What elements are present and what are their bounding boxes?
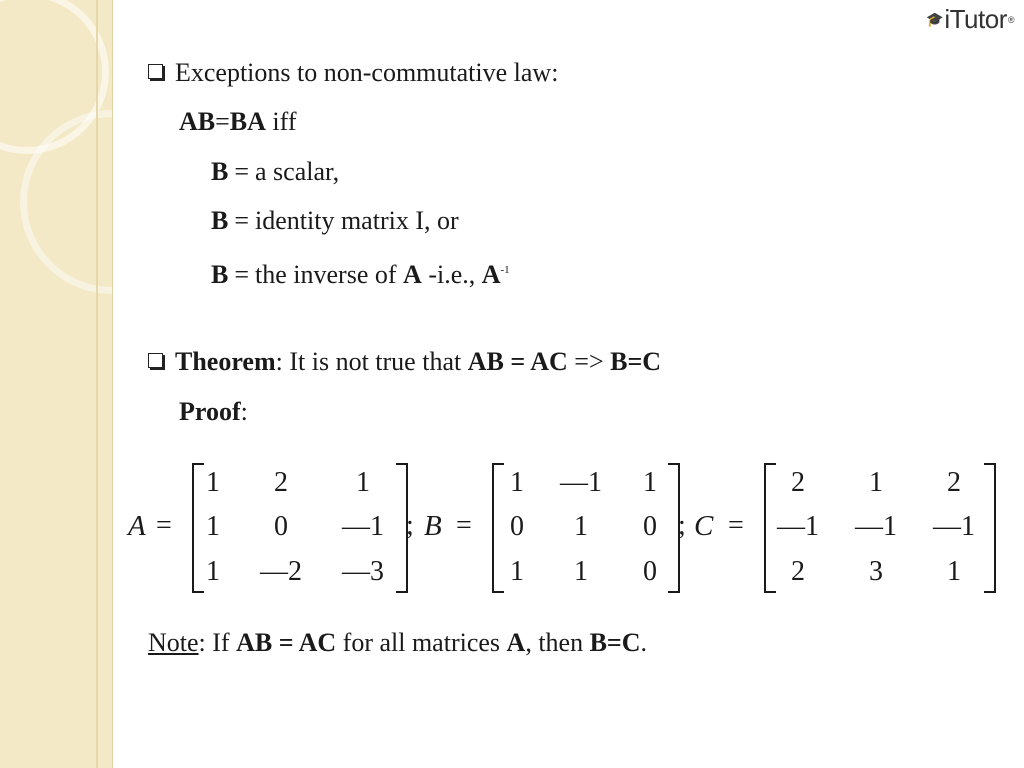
logo-text: iTutor — [944, 4, 1007, 34]
cond-lhs: AB — [179, 107, 216, 136]
case-scalar — [211, 157, 339, 187]
bullet-exceptions — [148, 58, 558, 88]
matrix-C-cell: 2 — [947, 467, 961, 498]
bullet-theorem — [148, 347, 661, 377]
matrix-A-label: A — [128, 510, 146, 542]
cond-tail: iff — [265, 107, 297, 136]
note-formula: AB = AC — [236, 628, 337, 657]
matrix-B-cell: 0 — [643, 511, 657, 542]
registered-mark: ® — [1007, 14, 1014, 25]
matrix-A-cell: 0 — [274, 511, 288, 542]
itutor-logo — [926, 4, 1014, 35]
note-result: B=C — [589, 628, 641, 657]
matrix-B-label: B — [424, 510, 442, 542]
matrix-B-cell: 1 — [510, 556, 524, 587]
note-text2: for all matrices — [336, 628, 507, 657]
matrix-C-cell: 2 — [791, 467, 805, 498]
matrix-C-equals: = — [728, 510, 744, 541]
matrix-A-cell: 1 — [356, 467, 370, 498]
matrix-C-label: C — [694, 510, 714, 542]
matrix-B-cell: 1 — [574, 511, 588, 542]
note-text1: : If — [198, 628, 237, 657]
matrix-B-cell: 1 — [510, 467, 524, 498]
matrix-A-cell: 1 — [206, 556, 220, 587]
sidebar-decoration — [0, 0, 113, 768]
theorem-implies: => — [567, 347, 611, 376]
matrix-A-cell: —2 — [260, 556, 302, 587]
case-identity — [211, 206, 459, 236]
note-label: Note — [148, 628, 199, 657]
theorem-text: : It is not true that — [275, 347, 468, 376]
matrix-A-cell: 2 — [274, 467, 288, 498]
matrix-A-cell: —3 — [342, 556, 384, 587]
matrix-B-equals: = — [456, 510, 472, 541]
matrix-C-cell: 3 — [869, 556, 883, 587]
theorem-result: B=C — [610, 347, 662, 376]
case3-Ainv: A — [481, 260, 501, 289]
cond-eq: = — [215, 107, 230, 136]
proof-colon: : — [240, 397, 248, 426]
matrix-B-cell: 0 — [643, 556, 657, 587]
matrix-C-cell: 1 — [869, 467, 883, 498]
matrix-separator: ; — [406, 510, 414, 541]
matrix-C-cell: —1 — [777, 511, 819, 542]
note-line — [148, 628, 647, 658]
case3-A: A — [403, 260, 422, 289]
case2-var: B — [211, 206, 229, 235]
matrix-C-cell: 1 — [947, 556, 961, 587]
case3-var: B — [211, 260, 229, 289]
matrix-B-cell: 0 — [510, 511, 524, 542]
matrix-B-cell: 1 — [643, 467, 657, 498]
case3-eq: = — [234, 260, 250, 289]
note-end: . — [640, 628, 648, 657]
matrix-B-cell: 1 — [574, 556, 588, 587]
commute-condition — [179, 107, 297, 137]
case2-eq: = — [234, 206, 250, 235]
matrix-B-cell: —1 — [560, 467, 602, 498]
matrix-C-cell: —1 — [933, 511, 975, 542]
cond-rhs: BA — [229, 107, 266, 136]
matrix-equations — [0, 460, 1024, 600]
inverse-superscript: -1 — [500, 264, 510, 276]
case2-text: identity matrix I, or — [255, 206, 459, 235]
matrix-A-equals: = — [156, 510, 172, 541]
theorem-formula: AB = AC — [467, 347, 568, 376]
case3-ie: -i.e., — [421, 260, 482, 289]
matrix-separator: ; — [678, 510, 686, 541]
matrix-C-cell: 2 — [791, 556, 805, 587]
exceptions-heading: Exceptions to non-commutative law: — [175, 58, 559, 87]
case1-var: B — [211, 157, 229, 186]
checkbox-bullet-icon — [148, 64, 163, 79]
matrix-A-cell: 1 — [206, 467, 220, 498]
case3-text: the inverse of — [255, 260, 404, 289]
theorem-label: Theorem — [175, 347, 276, 376]
proof-line — [179, 397, 248, 427]
matrix-C-cell: —1 — [855, 511, 897, 542]
checkbox-bullet-icon — [148, 353, 163, 368]
matrix-A-cell: 1 — [206, 511, 220, 542]
note-text3: , then — [525, 628, 590, 657]
note-A: A — [506, 628, 526, 657]
case1-text: a scalar, — [255, 157, 340, 186]
case-inverse — [211, 255, 510, 290]
matrix-C-right-bracket — [984, 463, 996, 593]
case1-eq: = — [234, 157, 250, 186]
proof-label: Proof — [179, 397, 241, 426]
graduation-cap-icon: 🎓 — [926, 11, 944, 27]
matrix-A-cell: —1 — [342, 511, 384, 542]
sidebar-divider — [96, 0, 98, 768]
